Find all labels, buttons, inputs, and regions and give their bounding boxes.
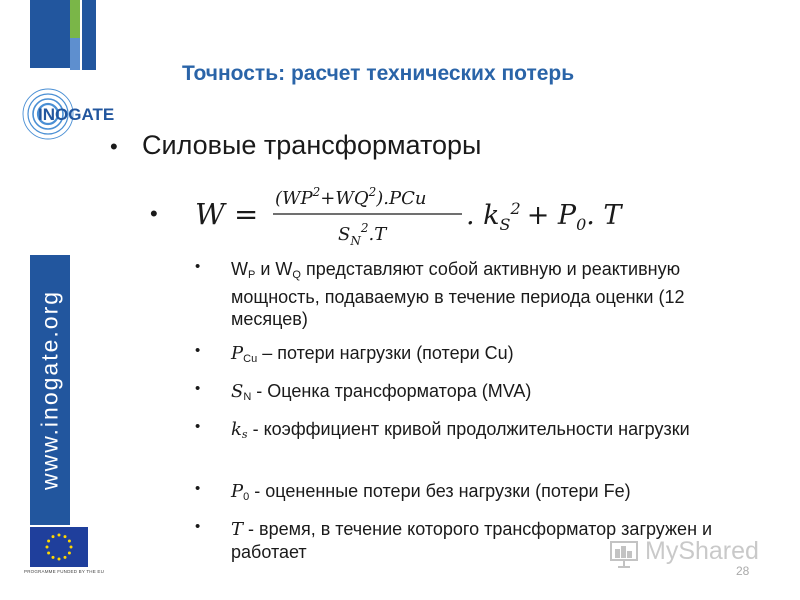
- formula-den-exp: 2: [360, 221, 369, 235]
- eu-stars: [30, 527, 88, 567]
- svg-text:SN2.T: [338, 221, 388, 248]
- symbol: W: [275, 259, 293, 279]
- description: представляют собой активную и реактивную мощность, подаваемую в течение периода оценки (12 месяцев): [231, 259, 685, 329]
- list-item-text: [231, 480, 751, 508]
- logo-text: INOGATE: [38, 105, 115, 124]
- bullet-dot: •: [150, 201, 158, 226]
- eu-flag-icon: [30, 527, 88, 567]
- symbol: T: [231, 519, 244, 540]
- symbol-sub: 0: [243, 491, 250, 503]
- bullet-dot: •: [195, 380, 201, 397]
- symbol-sub: s: [241, 428, 248, 441]
- list-item: [195, 258, 755, 329]
- formula-exp-1: 2: [312, 185, 321, 199]
- description: - коэффициент кривой продолжительности нагрузки: [247, 419, 690, 439]
- formula-rhs-sub-s: S: [499, 215, 511, 234]
- presentation-watermark-icon: [608, 536, 642, 570]
- formula-rhs-sub-0: 0: [576, 215, 587, 234]
- symbol-sub: N: [243, 391, 252, 403]
- symbol: P: [231, 343, 244, 364]
- description: - Оценка трансформатора (MVA): [251, 381, 532, 401]
- symbol: k: [231, 419, 242, 440]
- bullet-dot: •: [195, 418, 201, 435]
- description: – потери нагрузки (потери Cu): [257, 343, 514, 363]
- green-block: [70, 0, 80, 38]
- formula: [190, 180, 690, 250]
- connector: и: [255, 259, 276, 279]
- page-number: 28: [736, 564, 750, 578]
- formula-rhs-b: + P: [526, 200, 577, 231]
- bullet-main: Силовые трансформаторы: [142, 130, 482, 160]
- description: - время, в течение которого трансформатор загружен и работает: [231, 519, 713, 562]
- list-item: [195, 342, 755, 366]
- formula-lhs: W =: [195, 197, 259, 231]
- bullet-dot: •: [195, 480, 201, 497]
- eu-caption: PROGRAMME FUNDED BY THE EU: [24, 569, 105, 574]
- light-blue-block: [70, 38, 80, 70]
- list-item: [195, 480, 755, 504]
- list-item-text: [231, 418, 751, 446]
- formula-num-a: (WP: [275, 188, 313, 209]
- inogate-logo-icon: [22, 82, 142, 152]
- formula-rhs-exp: 2: [510, 199, 521, 218]
- formula-den-a: S: [338, 224, 351, 245]
- symbol-sub: P: [248, 269, 256, 281]
- blue-block-right: [82, 0, 96, 70]
- bullet-dot: •: [195, 518, 201, 535]
- bullet-dot: •: [195, 258, 201, 275]
- formula-den-sub: N: [350, 234, 361, 248]
- symbol: W: [231, 259, 248, 279]
- formula-rhs-c: . T: [586, 200, 622, 231]
- svg-text:. kS2+ P0. T: [466, 199, 623, 234]
- side-url[interactable]: www.inogate.org: [36, 289, 63, 491]
- slide-title: Точность: расчет технических потерь: [182, 62, 575, 85]
- side-decoration: [0, 0, 115, 600]
- formula-exp-2: 2: [368, 185, 377, 199]
- blue-block-top: [30, 0, 70, 68]
- bullet-dot: •: [195, 342, 201, 359]
- list-item: [195, 380, 755, 404]
- symbol-sub: Q: [292, 269, 301, 281]
- formula-den-b: .T: [368, 224, 387, 245]
- symbol: S: [231, 381, 244, 402]
- formula-num-c: ).PCu: [376, 188, 427, 209]
- formula-num-b: +WQ: [320, 188, 369, 209]
- description: - оцененные потери без нагрузки (потери Fe): [249, 481, 631, 501]
- formula-rhs-a: . k: [466, 200, 500, 231]
- list-item: [195, 418, 755, 464]
- list-item-text: [231, 342, 751, 370]
- symbol-sub: Cu: [243, 353, 258, 365]
- symbol: P: [231, 481, 244, 502]
- svg-text:(WP2+WQ2).PCu: [275, 185, 427, 209]
- list-item-text: [231, 380, 751, 408]
- watermark-text: MyShared: [645, 537, 759, 565]
- bullet-dot: •: [110, 134, 118, 159]
- list-item-text: [231, 258, 751, 330]
